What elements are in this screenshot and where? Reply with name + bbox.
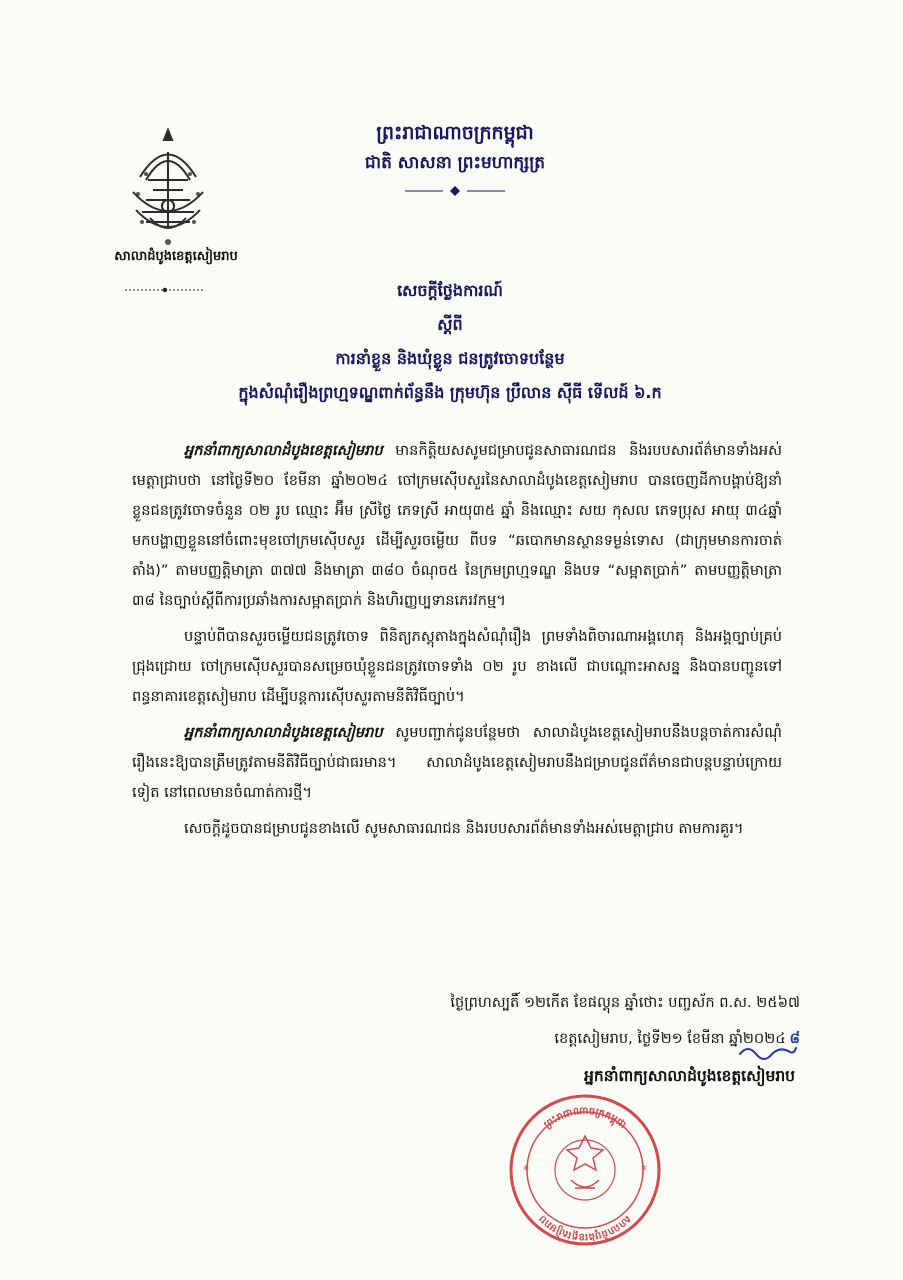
statement-case-line: ក្នុងសំណុំរឿងព្រហ្មទណ្ឌពាក់ព័ន្ធនឹង ក្រុមហ៊ុន ប្រឹលាន ស៊ីធី ទើលដ៍ ៦.ក — [238, 383, 662, 402]
kingdom-title: ព្រះរាជាណាចក្រកម្ពុជា — [376, 122, 534, 144]
statement-subject-label: ស្ដីពី — [437, 315, 463, 334]
signature-icon — [738, 1038, 798, 1066]
statement-title-block — [140, 274, 760, 410]
statement-body — [132, 436, 782, 850]
paragraph-3-text: សូមបញ្ជាក់ជូនបន្ថែមថា សាលាដំបូងខេត្តសៀមរាបនឹងបន្តចាត់ការសំណុំរឿងនេះឱ្យបានត្រឹមត្រូវតាមនីតិវិធីច្បាប់ជាធរមាន។ សាលាដំបូងខេត្តសៀមរាបនឹងជម្រាបជូនព័ត៌មានជាបន្តបន្ទាប់ក្រោយទៀត នៅពេលមានចំណាត់ការថ្មី។ — [132, 724, 782, 801]
paragraph-1 — [132, 436, 782, 616]
spokesperson-lead-2: អ្នកនាំពាក្យសាលាដំបូងខេត្តសៀមរាប — [184, 724, 383, 741]
paragraph-2-text: បន្ទាប់ពីបានសួរចម្លើយជនត្រូវចោទ ពិនិត្យភស្តុតាងក្នុងសំណុំរឿង ព្រមទាំងពិចារណាអង្គហេតុ និងអង្គច្បាប់គ្រប់ជ្រុងជ្រោយ ចៅក្រមស៊ើបសួរបានសម្រេចឃុំខ្លួនជនត្រូវចោទទាំង ០២ រូប ខាងលើ ជាបណ្ដោះអាសន្ន និងបានបញ្ជូនទៅពន្ធនាគារខេត្តសៀមរាប ដើម្បីបន្តការស៊ើបសួរតាមនីតិវិធីច្បាប់។ — [132, 628, 782, 705]
solar-date: ខេត្តសៀមរាប, ថ្ងៃទី២១ ខែមីនា ឆ្នាំ២០២៤ — [554, 1030, 786, 1047]
signature-title: អ្នកនាំពាក្យសាលាដំបូងខេត្តសៀមរាប — [584, 1067, 795, 1085]
statement-heading: សេចក្ដីថ្លែងការណ៍ — [397, 281, 503, 300]
seal-top-text: ព្រះរាជាណាចក្រកម្ពុជា — [542, 1105, 628, 1131]
handwritten-mark: ៨ — [789, 1030, 800, 1047]
paragraph-4 — [132, 814, 782, 844]
paragraph-3 — [132, 718, 782, 808]
paragraph-2 — [132, 622, 782, 712]
paragraph-1-text: មានកិត្តិយសសូមជម្រាបជូនសាធារណជន និងរបបសារព័ត៌មានទាំងអស់មេត្តាជ្រាបថា នៅថ្ងៃទី២០ ខែមីនា ឆ្នាំ២០២៤ ចៅក្រមស៊ើបសួរនៃសាលាដំបូងខេត្តសៀមរាប បានចេញដីកាបង្គាប់ឱ្យនាំខ្លួនជនត្រូវចោទចំនួន ០២ រូប ឈ្មោះ អ៊ឹម ស្រីថ្ងៃ ភេទស្រី អាយុ៣៥ ឆ្នាំ និងឈ្មោះ សយ កុសល ភេទប្រុស អាយុ ៣៤ឆ្នាំ មកបង្ហាញខ្លួននៅចំពោះមុខចៅក្រមស៊ើបសួរ ដើម្បីសួរចម្លើយ ពីបទ “ឆបោកមានស្ថានទម្ងន់ទោស (ជាក្រុមមានការចាត់តាំង)” តាមបញ្ញត្តិមាត្រា ៣៧៧ និងមាត្រា ៣៨០ ចំណុច៥ នៃក្រមព្រហ្មទណ្ឌ និងបទ “សម្អាតប្រាក់” តាមបញ្ញត្តិមាត្រា ៣៨ នៃច្បាប់ស្ដីពីការប្រឆាំងការសម្អាតប្រាក់ និងហិរញ្ញប្បទានភេរវកម្ម។ — [132, 442, 782, 609]
paragraph-4-text: សេចក្ដីដូចបានជម្រាបជូនខាងលើ សូមសាធារណជន និងរបបសារព័ត៌មានទាំងអស់មេត្តាជ្រាប តាមការគួរ។ — [184, 820, 744, 837]
spokesperson-lead-1: អ្នកនាំពាក្យសាលាដំបូងខេត្តសៀមរាប — [184, 442, 383, 459]
statement-subject-line: ការនាំខ្លួន និងឃុំខ្លួន ជនត្រូវចោទបន្ថែម — [335, 349, 565, 368]
lunar-date: ថ្ងៃព្រហស្បតិ៍ ១២កើត ខែផល្គុន ឆ្នាំថោះ បញ្ចស័ក ព.ស. ២៥៦៧ — [450, 994, 800, 1011]
seal-bottom-text: សាលាដំបូងខេត្តសៀមរាប — [537, 1212, 633, 1243]
motto-ornament — [405, 186, 505, 196]
court-emblem-icon — [118, 122, 218, 254]
svg-text:*: * — [523, 1163, 529, 1177]
svg-text:ព្រះរាជាណាចក្រកម្ពុជា — [542, 1106, 628, 1131]
official-seal-icon — [505, 1090, 665, 1250]
svg-text:*: * — [641, 1163, 647, 1177]
issuing-court-name: សាលាដំបូងខេត្តសៀមរាប — [114, 249, 238, 264]
kingdom-motto: ជាតិ សាសនា ព្រះមហាក្សត្រ — [364, 153, 546, 173]
